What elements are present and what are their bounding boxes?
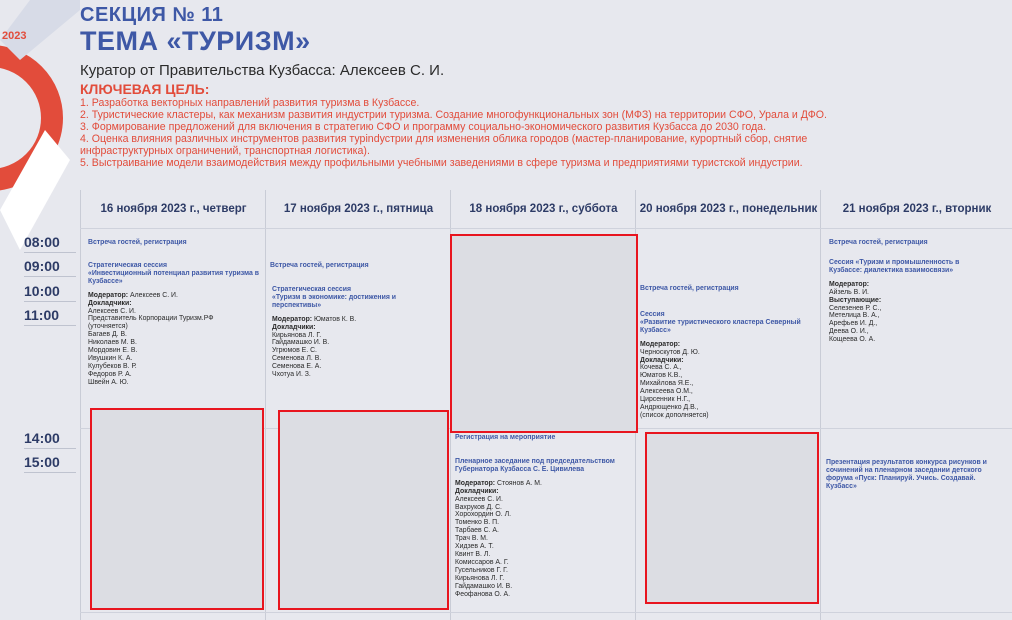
event-presentation: [826, 459, 998, 491]
goal-item: 3. Формирование предложений для включения в стратегию СФО и программу социально-экономического развития Кузбасса до 2030 года.: [80, 121, 767, 133]
event-title: Встреча гостей, регистрация: [640, 285, 739, 292]
speaker: Трач В. М.: [455, 535, 488, 543]
speaker: Николаев М. В.: [88, 339, 137, 347]
moderator-label: Модератор:: [88, 291, 129, 299]
time-label: 08:00: [24, 234, 76, 253]
year-label: 2023: [2, 30, 27, 42]
event-registration: [640, 285, 812, 293]
speaker: Арефьев И. Д.,: [829, 320, 878, 328]
speaker: Квинт В. Л.: [455, 550, 491, 558]
speaker: Метелица В. А.,: [829, 312, 880, 320]
speaker: Алексеева О.М.,: [640, 388, 693, 396]
speaker: Селезенев Р. С.,: [829, 304, 882, 312]
moderator-name: Черноскутов Д. Ю.: [640, 348, 700, 356]
session-name: «Развитие туристического кластера Северный Кузбасс»: [640, 318, 801, 334]
speaker: Деева О. И.,: [829, 328, 869, 336]
goal-item: инфраструктурных ограничений, транспортная логистика).: [80, 145, 370, 157]
curator-line: Куратор от Правительства Кузбасса: Алексеев С. И.: [80, 62, 445, 79]
event-registration: [270, 262, 442, 270]
divider: [80, 612, 1012, 613]
empty-slot-highlight: [450, 234, 638, 433]
day-header: 17 ноября 2023 г., пятница: [283, 203, 434, 215]
session-type: Сессия: [640, 311, 665, 318]
divider: [80, 228, 1012, 229]
speakers-label: Докладчики:: [272, 323, 316, 331]
speaker: Представитель Корпорации Туризм.РФ: [88, 315, 214, 323]
empty-slot-highlight: [645, 432, 819, 604]
speakers-label: Докладчики:: [455, 487, 499, 495]
goal-item: 4. Оценка влияния различных инструментов развития турindустрии для изменения облика городов (мастер-планирование, курортный сбор, снятие: [80, 133, 808, 145]
moderator-label: Модератор:: [640, 340, 681, 348]
time-label: 10:00: [24, 283, 76, 302]
event-title: Регистрация на мероприятие: [455, 434, 556, 441]
speaker: Ивушкин К. А.: [88, 354, 133, 362]
goal-heading: КЛЮЧЕВАЯ ЦЕЛЬ:: [80, 81, 210, 97]
day-header: 20 ноября 2023 г., понедельник: [639, 203, 818, 215]
section-number: СЕКЦИЯ № 11: [80, 4, 224, 26]
speaker: Кирьянова Л. Г.: [272, 331, 322, 339]
speaker: Угрюмов Е. С.: [272, 347, 317, 355]
speaker: Феофанова О. А.: [455, 590, 511, 598]
speaker: Гусельников Г. Г.: [455, 566, 508, 574]
speaker: Алексеев С. И.: [455, 495, 503, 503]
plenary-title: Пленарное заседание под председательством Губернатора Кузбасса С. Е. Цивилева: [455, 458, 615, 473]
speaker: Кулубеков В. Р.: [88, 362, 137, 370]
speaker: Юматов К.В.,: [640, 372, 683, 380]
goals-list: [80, 97, 1000, 169]
topic-title: ТЕМА «ТУРИЗМ»: [80, 26, 311, 56]
speaker: Семенова Е. А.: [272, 363, 322, 371]
goal-item: 2. Туристические кластеры, как механизм развития индустрии туризма. Создание многофункциональных зон (МФЗ) на территории СФО, Урала и ДФО.: [80, 109, 827, 121]
event-session: [88, 262, 260, 387]
moderator-label: Модератор:: [455, 479, 496, 487]
speakers-label: Выступающие:: [829, 296, 882, 304]
speaker: Швейн А. Ю.: [88, 378, 129, 386]
moderator-line: [88, 292, 260, 300]
speaker: Мордовин Е. В.: [88, 347, 138, 355]
day-header: 21 ноября 2023 г., вторник: [842, 203, 992, 215]
goal-item: 5. Выстраивание модели взаимодействия между профильными учебными заведениями в сфере туризма и предприятиями туристской индустрии.: [80, 157, 803, 169]
speaker: (уточняется): [88, 323, 128, 331]
speaker: Кирьянова Л. Г.: [455, 574, 505, 582]
event-registration: [829, 239, 1005, 247]
time-label: 09:00: [24, 258, 76, 277]
event-session: [829, 259, 979, 344]
session-name: «Инвестиционный потенциал развития туризма в Кузбассе»: [88, 269, 260, 285]
day-column: [820, 190, 1012, 620]
speaker: Федоров Р. А.: [88, 370, 132, 378]
speaker: Цирсенник Н.Г.,: [640, 396, 691, 404]
speaker: Гайдамашко И. В.: [455, 582, 513, 590]
event-title: Встреча гостей, регистрация: [88, 239, 187, 246]
goal-item: 1. Разработка векторных направлений развития туризма в Кузбассе.: [80, 97, 420, 109]
speaker: Комиссаров А. Г.: [455, 558, 509, 566]
event-title: Встреча гостей, регистрация: [829, 239, 928, 246]
speaker: Чхотуа И. З.: [272, 371, 311, 379]
event-registration: [455, 434, 631, 442]
speakers-label: Докладчики:: [88, 299, 132, 307]
speaker: Вахруков Д. С.: [455, 503, 502, 511]
speaker: Хидзев А. Т.: [455, 543, 494, 551]
event-plenary: [455, 458, 633, 598]
speaker: Алексеев С. И.: [88, 307, 136, 315]
empty-slot-highlight: [278, 410, 449, 610]
empty-slot-highlight: [90, 408, 264, 610]
session-type: Стратегическая сессия: [272, 286, 351, 293]
speaker: Багаев Д. В.: [88, 331, 127, 339]
speaker: Семенова Л. В.: [272, 355, 322, 363]
speaker: Хорохордин О. Л.: [455, 511, 512, 519]
speaker: Кочева С. А.,: [640, 364, 682, 372]
time-label: 15:00: [24, 454, 76, 473]
session-type: Стратегическая сессия: [88, 262, 167, 269]
event-registration: [88, 239, 260, 247]
moderator-label: Модератор:: [272, 315, 313, 323]
event-session: [640, 311, 812, 420]
time-label: 11:00: [24, 307, 76, 326]
moderator-name: Айзель В. И.: [829, 288, 869, 296]
presentation-title: Презентация результатов конкурса рисунков и сочинений на пленарном заседании детского форума «Пуск: Планируй. Учись. Создавай. Кузбасс»: [826, 459, 987, 490]
moderator-name: Алексеев С. И.: [128, 291, 178, 299]
speaker: (список дополняется): [640, 411, 709, 419]
event-title: Встреча гостей, регистрация: [270, 262, 369, 269]
speaker: Михайлова Я.Е.,: [640, 380, 694, 388]
speaker: Кощеева О. А.: [829, 336, 876, 344]
moderator-name: Стоянов А. М.: [495, 479, 542, 487]
speaker: Гайдамашко И. В.: [272, 339, 330, 347]
day-header: 16 ноября 2023 г., четверг: [100, 203, 247, 215]
speaker: Тарбаев С. А.: [455, 527, 499, 535]
time-label: 14:00: [24, 430, 76, 449]
moderator-line: [455, 480, 633, 488]
speakers-label: Докладчики:: [640, 356, 684, 364]
event-session: [272, 286, 442, 379]
day-header: 18 ноября 2023 г., суббота: [469, 203, 618, 215]
moderator-line: [272, 316, 442, 324]
moderator-label: Модератор:: [829, 280, 870, 288]
speaker: Андрющенко Д.В.,: [640, 403, 699, 411]
session-name: Сессия «Туризм и промышленность в Кузбассе: диалектика взаимосвязи»: [829, 259, 960, 274]
session-name: «Туризм в экономике: достижения и перспективы»: [272, 293, 396, 309]
speaker: Томенко В. П.: [455, 519, 500, 527]
moderator-name: Юматов К. В.: [312, 315, 357, 323]
